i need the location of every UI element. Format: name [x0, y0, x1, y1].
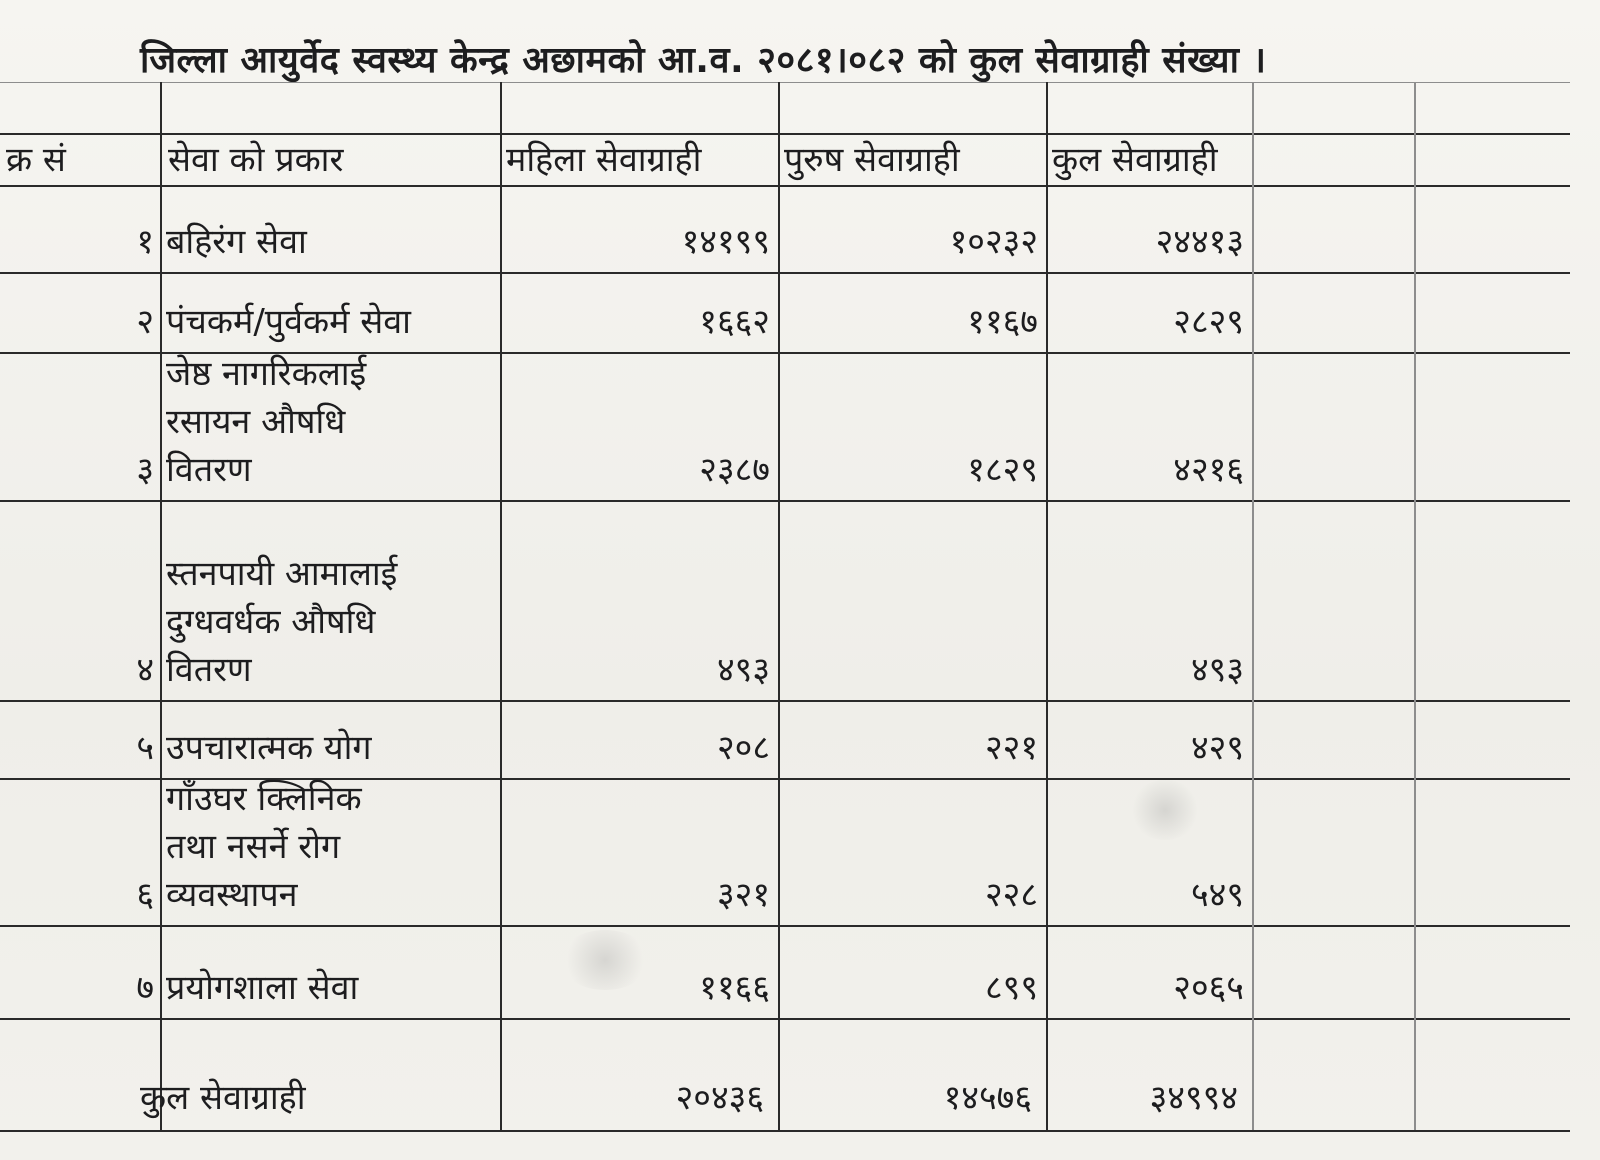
row-serial-number: ३ [136, 450, 154, 490]
table-row-rule [0, 82, 1570, 83]
table-row-rule [0, 272, 1570, 274]
row-male-count: १८२९ [967, 450, 1038, 490]
row-service-label: उपचारात्मक योग [166, 728, 372, 768]
row-female-count: २३८७ [699, 450, 770, 490]
header-male-clients: पुरुष सेवाग्राही [784, 140, 960, 180]
table-column-rule [160, 82, 162, 1130]
row-female-count: ३२१ [716, 875, 770, 915]
row-total-count: ५४९ [1190, 875, 1244, 915]
footer-female-total: २०४३६ [675, 1078, 764, 1118]
row-female-count: ११६६ [699, 968, 770, 1008]
row-serial-number: ७ [136, 968, 154, 1008]
table-column-rule [778, 82, 780, 1130]
paper-smudge [560, 930, 650, 990]
row-serial-number: ४ [136, 650, 154, 690]
paper-smudge [1130, 780, 1200, 840]
row-serial-number: १ [136, 222, 154, 262]
row-service-label: पंचकर्म/पुर्वकर्म सेवा [166, 302, 411, 342]
row-service-label: गाँउघर क्लिनिक [166, 779, 362, 819]
header-serial-number: क्र सं [6, 140, 66, 180]
row-service-label: प्रयोगशाला सेवा [166, 968, 359, 1008]
row-female-count: १६६२ [699, 302, 770, 342]
table-row-rule [0, 700, 1570, 702]
row-total-count: २८२९ [1173, 302, 1244, 342]
footer-total-label: कुल सेवाग्राही [140, 1078, 306, 1118]
table-column-rule [500, 82, 502, 1130]
row-male-count: ८९९ [984, 968, 1038, 1008]
header-service-type: सेवा को प्रकार [168, 140, 344, 180]
row-female-count: ४९३ [716, 650, 770, 690]
row-male-count: १०२३२ [949, 222, 1038, 262]
table-column-rule [1046, 82, 1048, 1130]
table-row-rule [0, 1018, 1570, 1020]
row-male-count: २२८ [984, 875, 1038, 915]
table-row-rule [0, 185, 1570, 187]
row-service-label: व्यवस्थापन [166, 875, 298, 915]
table-column-rule [1414, 82, 1416, 1130]
header-female-clients: महिला सेवाग्राही [506, 140, 702, 180]
footer-male-total: १४५७६ [943, 1078, 1032, 1118]
row-total-count: २४४१३ [1155, 222, 1244, 262]
footer-grand-total: ३४९९४ [1149, 1078, 1238, 1118]
document-title: जिल्ला आयुर्वेद स्वस्थ्य केन्द्र अछामको आ.व. २०८१।०८२ को कुल सेवाग्राही संख्या । [140, 40, 1267, 81]
row-serial-number: ६ [136, 875, 154, 915]
row-serial-number: २ [136, 302, 154, 342]
row-total-count: ४२१६ [1173, 450, 1244, 490]
row-serial-number: ५ [136, 728, 154, 768]
table-row-rule [0, 500, 1570, 502]
row-service-label: बहिरंग सेवा [166, 222, 307, 262]
table-row-rule [0, 925, 1570, 927]
table-row-rule [0, 1130, 1570, 1132]
row-total-count: ४२९ [1190, 728, 1244, 768]
row-total-count: २०६५ [1173, 968, 1244, 1008]
row-service-label: रसायन औषधि [166, 402, 346, 442]
row-service-label: स्तनपायी आमालाई [166, 554, 398, 594]
row-female-count: १४१९९ [681, 222, 770, 262]
row-female-count: २०८ [716, 728, 770, 768]
row-service-label: तथा नसर्ने रोग [166, 827, 341, 867]
table-row-rule [0, 133, 1570, 135]
row-total-count: ४९३ [1190, 650, 1244, 690]
row-male-count: ११६७ [967, 302, 1038, 342]
header-total-clients: कुल सेवाग्राही [1052, 140, 1218, 180]
row-service-label: जेष्ठ नागरिकलाई [166, 354, 367, 394]
table-column-rule [1252, 82, 1254, 1130]
row-male-count: २२१ [984, 728, 1038, 768]
row-service-label: दुग्धवर्धक औषधि [166, 602, 376, 642]
row-service-label: वितरण [166, 650, 252, 690]
row-service-label: वितरण [166, 450, 252, 490]
